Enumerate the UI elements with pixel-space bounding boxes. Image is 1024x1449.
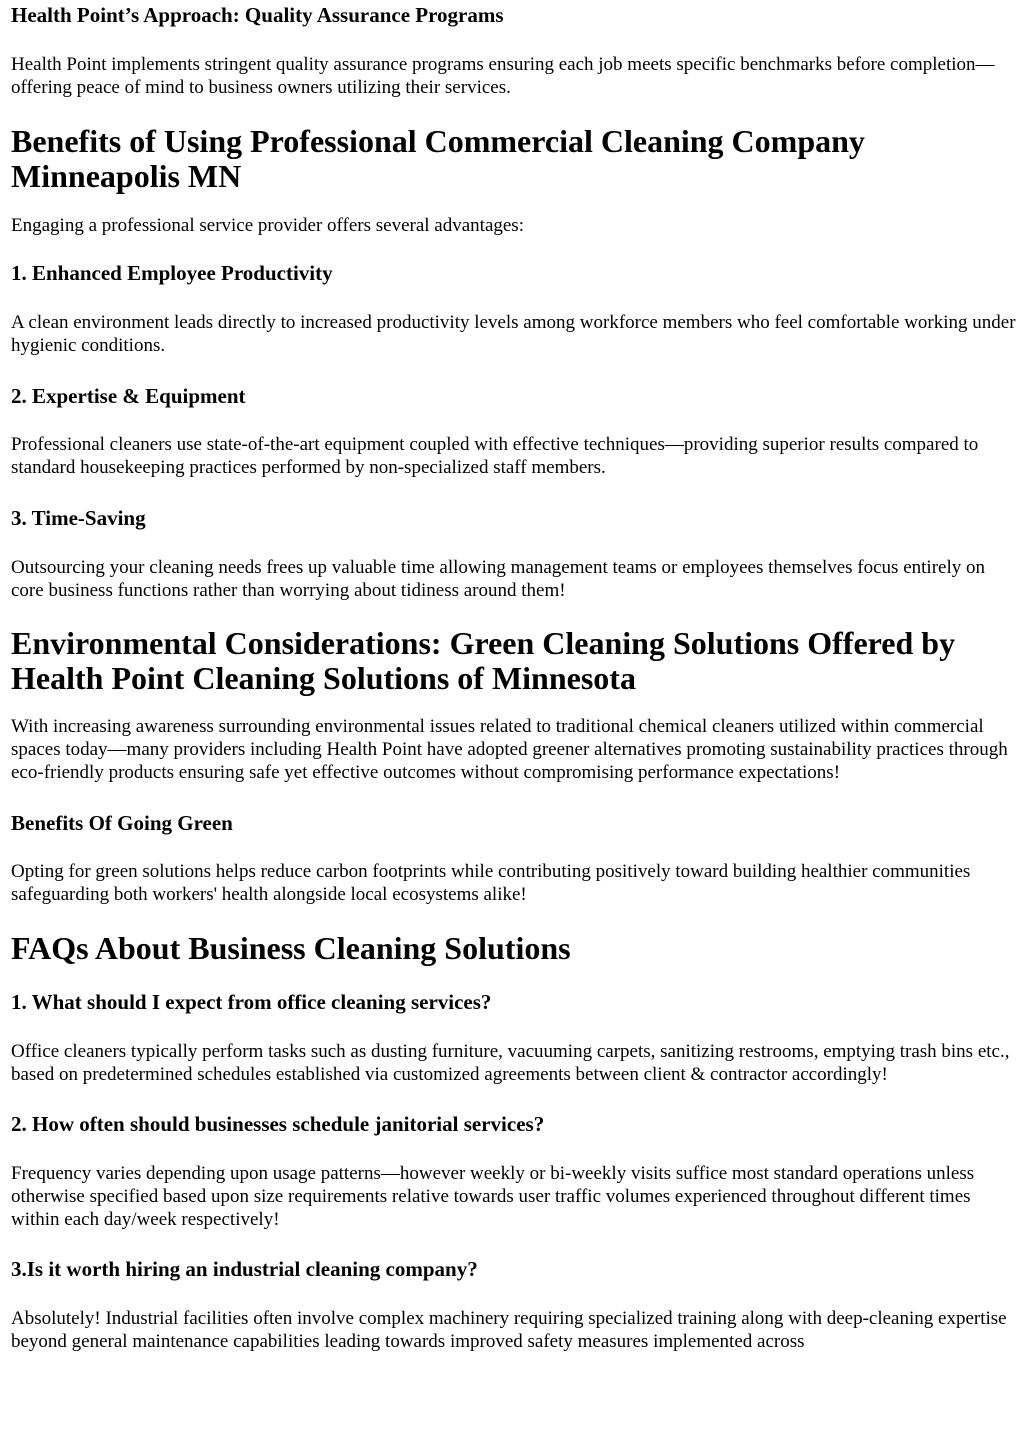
subheading-time-saving: 3. Time-Saving: [11, 506, 146, 530]
faq-answer-2: Frequency varies depending upon usage patterns—however weekly or bi-weekly visits suffice most standard operations unless otherwise specified based upon size requirements relative towards user traffic volumes experienced throughout different times within each day/week respectively!: [11, 1163, 975, 1230]
subheading-productivity: 1. Enhanced Employee Productivity: [11, 261, 333, 285]
faq-question-2: 2. How often should businesses schedule janitorial services?: [11, 1112, 545, 1136]
paragraph-productivity: A clean environment leads directly to increased productivity levels among workforce members who feel comfortable working under hygienic conditions.: [11, 312, 1016, 356]
faq-answer-1: Office cleaners typically perform tasks such as dusting furniture, vacuuming carpets, sanitizing restrooms, emptying trash bins etc., based on predetermined schedules established via customized agreements between client & contractor accordingly!: [11, 1041, 1010, 1085]
paragraph-time-saving: Outsourcing your cleaning needs frees up valuable time allowing management teams or employees themselves focus entirely on core business functions rather than worrying about tidiness around them!: [11, 557, 985, 601]
article: [0, 3, 1024, 1353]
paragraph-benefits-intro: Engaging a professional service provider offers several advantages:: [11, 215, 524, 236]
faq-question-1: 1. What should I expect from office cleaning services?: [11, 990, 492, 1014]
paragraph-going-green: Opting for green solutions helps reduce carbon footprints while contributing positively toward building healthier communities safeguarding both workers' health alongside local ecosystems alike!: [11, 861, 971, 905]
section-heading-quality-assurance: Health Point’s Approach: Quality Assurance Programs: [11, 3, 504, 27]
faq-answer-3: Absolutely! Industrial facilities often involve complex machinery requiring specialized training along with deep-cleaning expertise beyond general maintenance capabilities leading towards improved safety measures implemented across: [11, 1308, 1007, 1352]
section-heading-environmental: Environmental Considerations: Green Cleaning Solutions Offered by Health Point Cleaning Solutions of Minnesota: [11, 625, 956, 696]
paragraph-expertise: Professional cleaners use state-of-the-art equipment coupled with effective techniques—providing superior results compared to standard housekeeping practices performed by non-specialized staff members.: [11, 434, 979, 478]
faq-question-3: 3.Is it worth hiring an industrial cleaning company?: [11, 1257, 478, 1281]
section-heading-faqs: FAQs About Business Cleaning Solutions: [11, 930, 571, 966]
section-heading-benefits: Benefits of Using Professional Commercial Cleaning Company Minneapolis MN: [11, 123, 865, 194]
paragraph-quality-assurance: Health Point implements stringent quality assurance programs ensuring each job meets specific benchmarks before completion—offering peace of mind to business owners utilizing their services.: [11, 54, 995, 98]
subheading-expertise: 2. Expertise & Equipment: [11, 384, 246, 408]
paragraph-environmental: With increasing awareness surrounding environmental issues related to traditional chemical cleaners utilized within commercial spaces today—many providers including Health Point have adopted greener alternatives promoting sustainability practices through eco-friendly products ensuring safe yet effective outcomes without compromising performance expectations!: [11, 716, 1008, 783]
subheading-going-green: Benefits Of Going Green: [11, 811, 233, 835]
